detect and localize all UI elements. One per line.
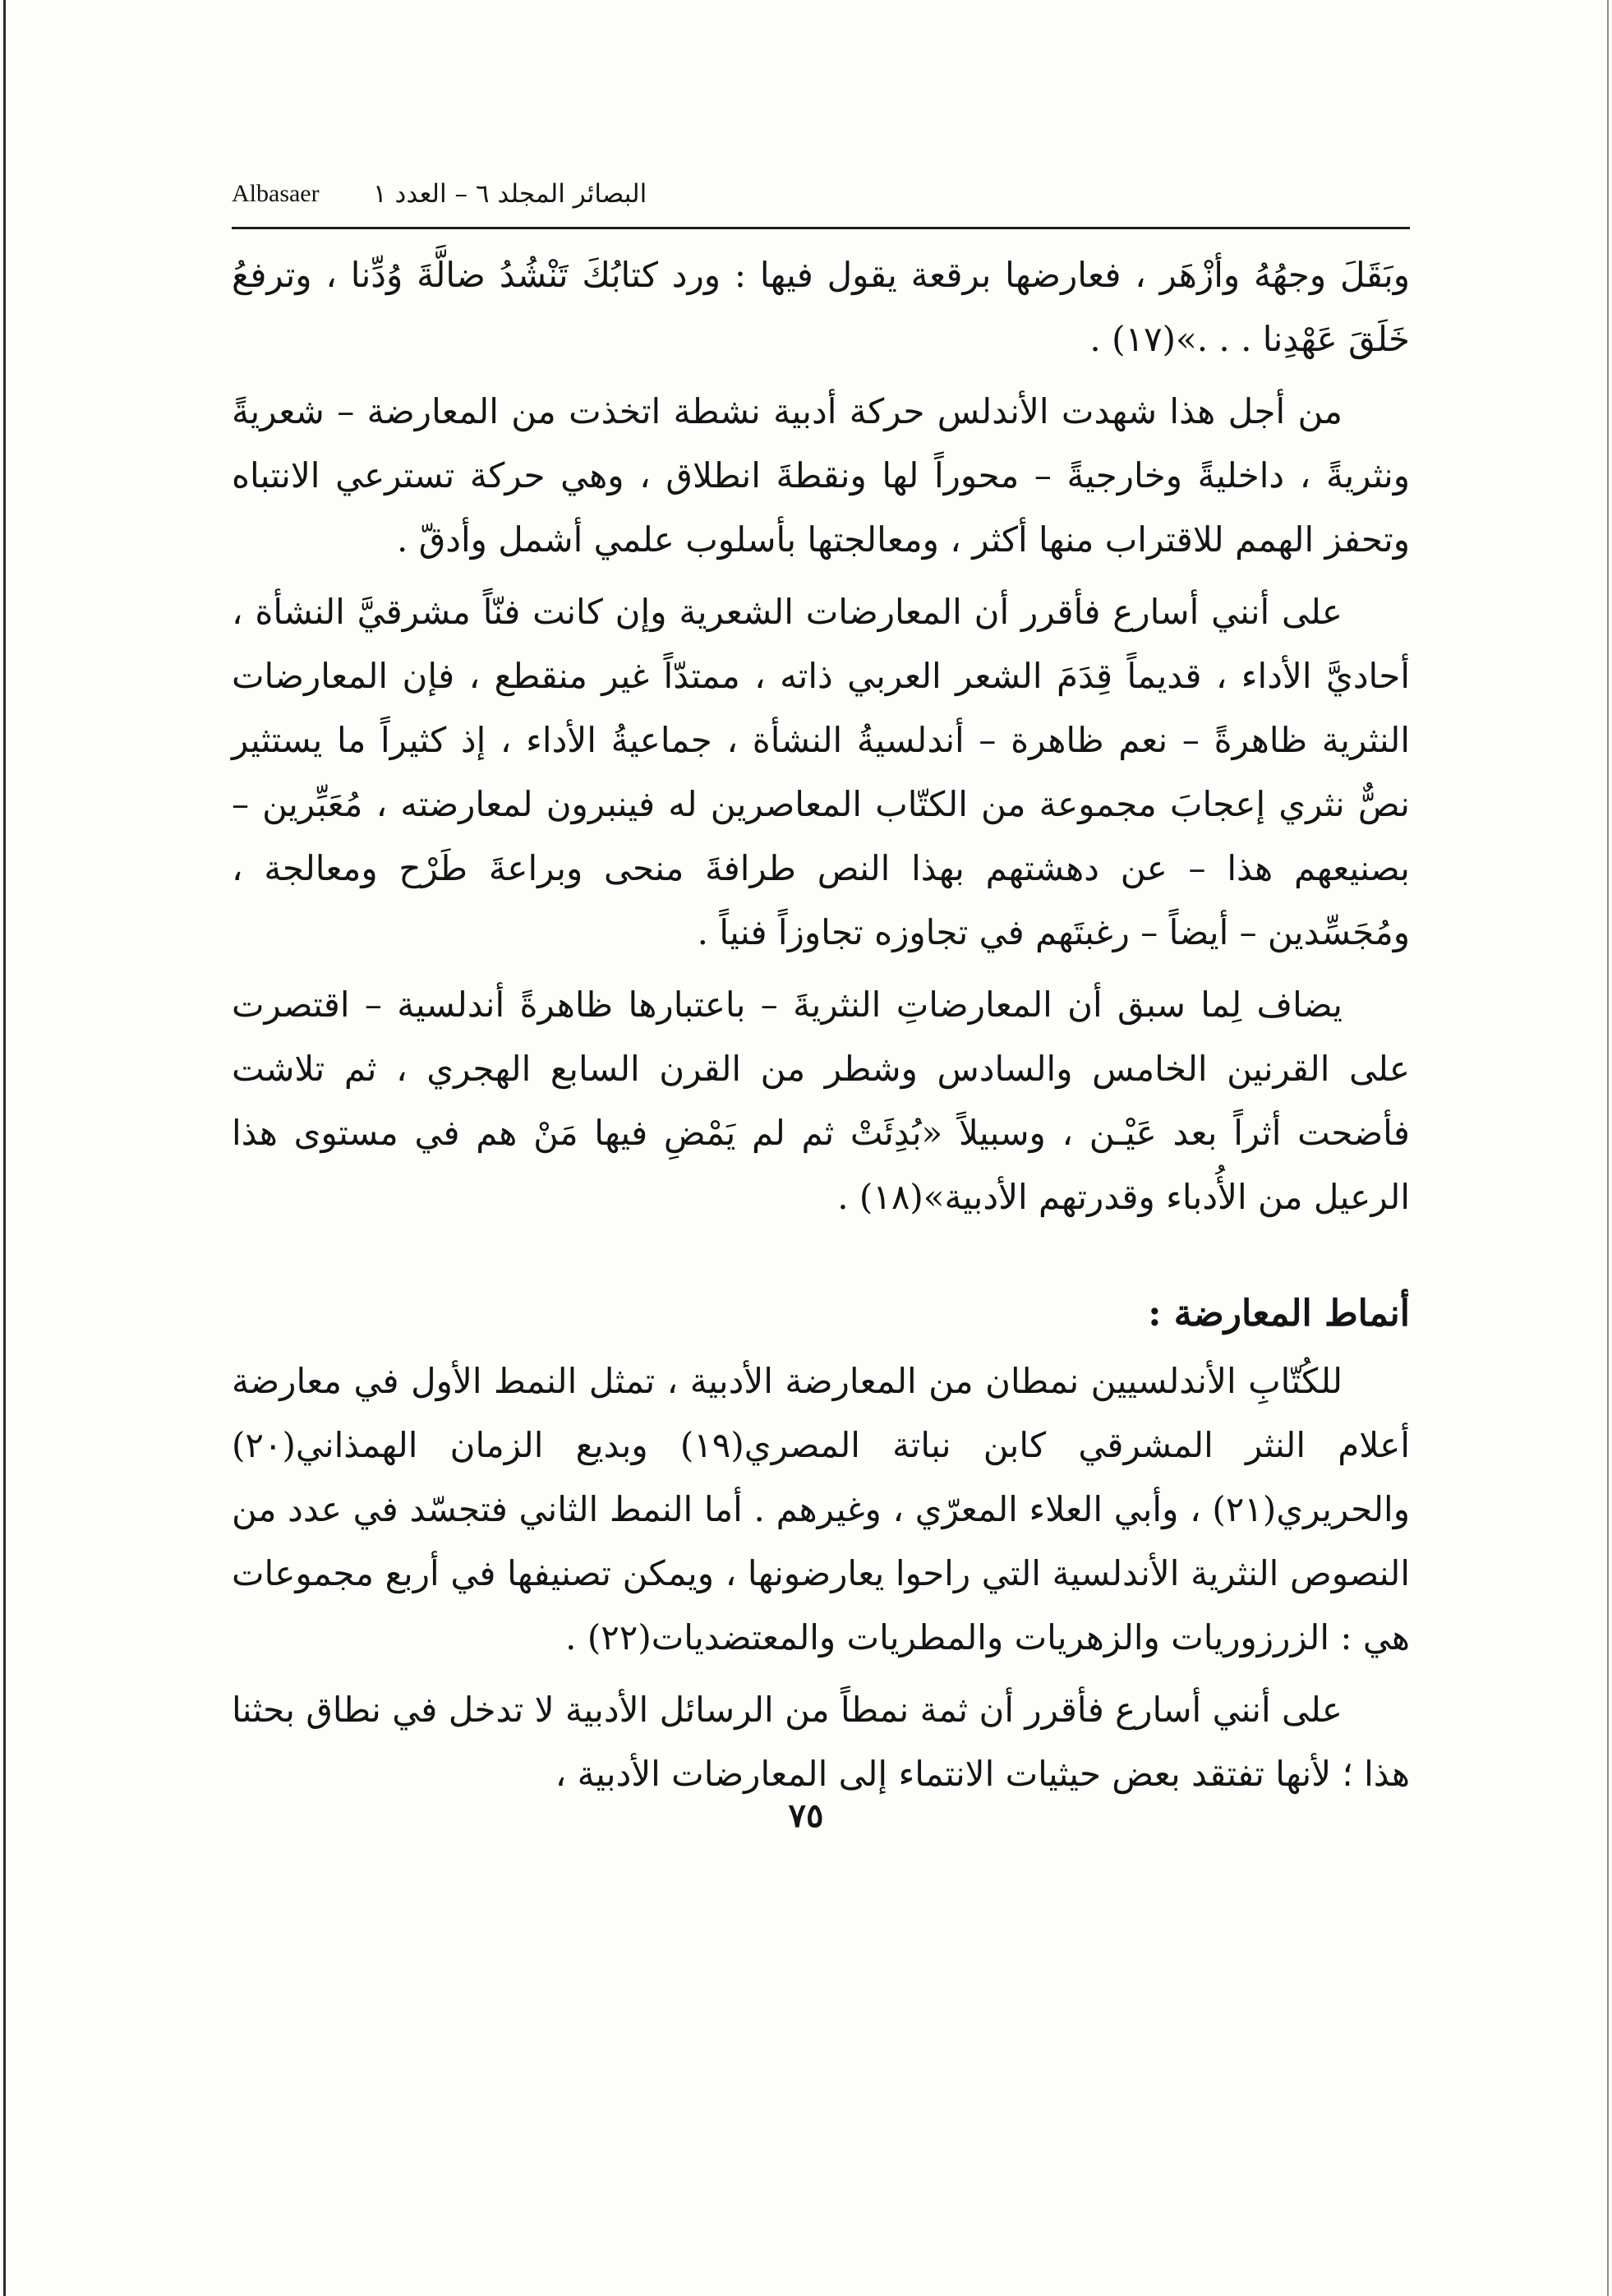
- paragraph: على أنني أسارع فأقرر أن المعارضات الشعرية وإن كانت فنّاً مشرقيَّ النشأة ، أحاديَّ الأداء ، قديماً قِدَمَ الشعر العربي ذاته ، ممتدّاً غير منقطع ، فإن المعارضات النثرية ظاهرةً – نعم ظاهرة – أندلسيةُ النشأة ، جماعيةُ الأداء ، إذ كثيراً ما يستثير نصٌّ نثري إعجابَ مجموعة من الكتّاب المعاصرين له فينبرون لمعارضته ، مُعَبِّرين – بصنيعهم هذا – عن دهشتهم بهذا النص طرافةَ منحى وبراعةَ طَرْح ومعالجة ، ومُجَسِّدين – أيضاً – رغبتَهم في تجاوزه تجاوزاً فنياً .: [232, 592, 1410, 952]
- running-header: [232, 174, 1410, 214]
- body-text: [232, 243, 1410, 1814]
- paragraph: من أجل هذا شهدت الأندلس حركة أدبية نشطة اتخذت من المعارضة – شعريةً ونثريةً ، داخليةً وخارجيةً – محوراً لها ونقطةَ انطلاق ، وهي حركة تسترعي الانتباه وتحفز الهمم للاقتراب منها أكثر ، ومعالجتها بأسلوب علمي أشمل وأدقّ .: [232, 391, 1410, 560]
- journal-name-latin: Albasaer: [232, 180, 320, 207]
- paragraph: يضاف لِما سبق أن المعارضاتِ النثريةَ – باعتبارها ظاهرةً أندلسية – اقتصرت على القرنين الخامس والسادس وشطر من القرن السابع الهجري ، ثم تلاشت فأضحت أثراً بعد عَيْـن ، وسبيلاً «بُدِئَتْ ثم لم يَمْضِ فيها مَنْ هم في مستوى هذا الرعيل من الأُدباء وقدرتهم الأدبية»(١٨) .: [232, 984, 1410, 1217]
- paragraph-continuation: وبَقَلَ وجهُهُ وأزْهَر ، فعارضها برقعة يقول فيها : ورد كتابُكَ تَنْشُدُ ضالَّةَ وُدِّنا ، وترفعُ خَلَقَ عَهْدِنا . . .»(١٧) .: [232, 255, 1410, 359]
- section-heading: أنماط المعارضة :: [1148, 1293, 1410, 1335]
- page-number: ٧٥: [788, 1796, 824, 1835]
- scan-left-edge: [3, 0, 6, 2296]
- paragraph: على أنني أسارع فأقرر أن ثمة نمطاً من الرسائل الأدبية لا تدخل في نطاق بحثنا هذا ؛ لأنها تفتقد بعض حيثيات الانتماء إلى المعارضات الأدبية ،: [232, 1690, 1410, 1794]
- scan-right-edge: [1607, 0, 1609, 2296]
- header-rule: [232, 227, 1410, 229]
- journal-name-arabic: البصائر المجلد ٦ – العدد ١: [373, 179, 647, 209]
- paragraph: للكُتّابِ الأندلسيين نمطان من المعارضة الأدبية ، تمثل النمط الأول في معارضة أعلام النثر المشرقي كابن نباتة المصري(١٩) وبديع الزمان الهمذاني(٢٠) والحريري(٢١) ، وأبي العلاء المعرّي ، وغيرهم . أما النمط الثاني فتجسّد في عدد من النصوص النثرية الأندلسية التي راحوا يعارضونها ، ويمكن تصنيفها في أربع مجموعات هي : الزرزوريات والزهريات والمطريات والمعتضديات(٢٢) .: [232, 1361, 1410, 1657]
